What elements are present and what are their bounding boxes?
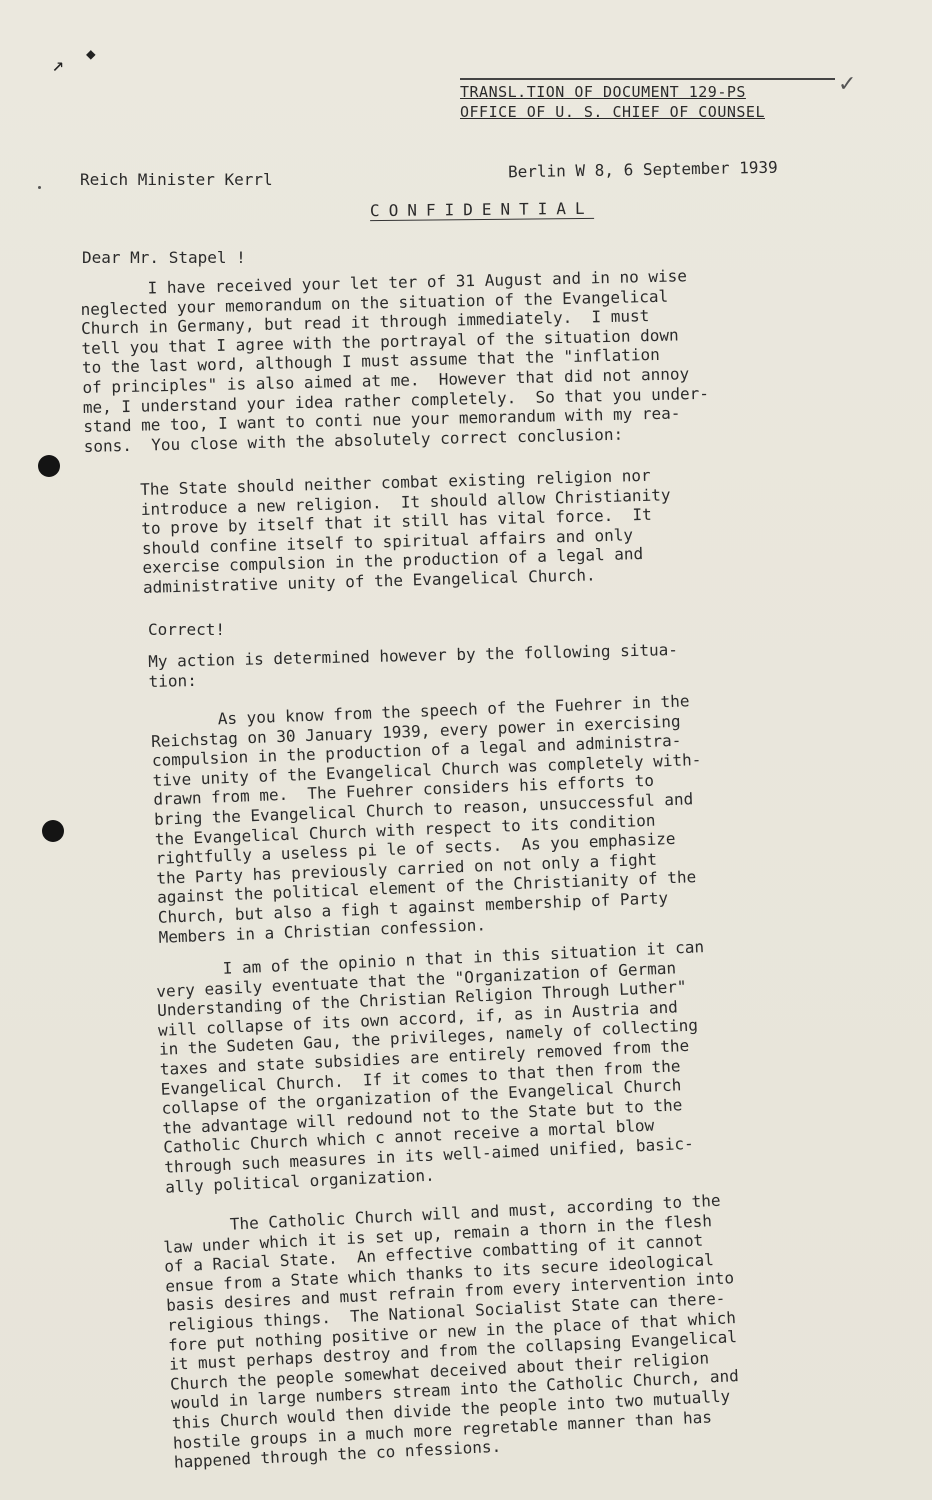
punch-hole-bottom — [42, 820, 64, 842]
check-mark-icon: ✓ — [838, 72, 857, 97]
pen-mark: ↗ — [52, 52, 65, 76]
paragraph-situation-intro: My action is determined however by the following situa- tion: — [148, 639, 679, 691]
stray-dot — [38, 186, 41, 189]
punch-hole-top — [38, 455, 60, 477]
paragraph-catholic-church: The Catholic Church will and must, according to the law under which it is set up, remain a thorn in the flesh of a Racial State. An effective combatting of it cannot ensue from a State which thanks to its secure ideological basis desires and must refrain from every intervention into religious things. The National Socialist State can there- fore put nothing positive or new in the place of that which it must perhaps destroy and from the collapsing Evangelical Church the people somewhat deceived about their religion would in large numbers stream into the Catholic Church, and this Church would then divide the people into two mutually hostile groups in a much more regretable manner than has happened through the co nfessions. — [162, 1190, 740, 1472]
salutation: Dear Mr. Stapel ! — [82, 248, 246, 267]
header-line-2: OFFICE OF U. S. CHIEF OF COUNSEL — [460, 103, 765, 121]
translation-header — [460, 78, 835, 122]
paragraph-fuehrer-speech: As you know from the speech of the Fuehrer in the Reichstag on 30 January 1939, every power in exercising compulsion in the production of a legal and administra- tive unity of the Evangelical Church was completely with- drawn from me. The Fuehrer considers his efforts to bring the Evangelical Church to reason, unsuccessful and the Evangelical Church with respect to its condition rightfully a useless pi le of sects. As you emphasize the Party has previously carried on not only a fight against the political element of the Christianity of the Church, but also a figh t against membership of Party Members in a Christian confession. — [150, 691, 702, 947]
paragraph-correct: Correct! — [148, 620, 226, 639]
ink-blot: ◆ — [86, 44, 96, 63]
quoted-conclusion: The State should neither combat existing religion nor introduce a new religion. It should allow Christianity to prove by itself that it still has vital force. It should confine itself to spiritual affairs and only exercise compulsion in the production of a legal and administrative unity of the Evangelical Church. — [140, 465, 671, 597]
sender: Reich Minister Kerrl — [80, 170, 273, 189]
header-line-1: TRANSL.TION OF DOCUMENT 129-PS — [460, 83, 746, 101]
classification-stamp: CONFIDENTIAL — [369, 198, 594, 221]
paragraph-1: I have received your let ter of 31 August and in no wise neglected your memorandum on the situation of the Evangelical Church in Germany, but read it through immediately. I must tell you that I agree with the portrayal of the situation down to the last word, although I must assume that the "inflation of principles" is also aimed at me. However that did not annoy me, I understand your idea rather completely. So that you under- stand me too, I want to conti nue your memorandum with my rea- sons. You close with the absolutely correct conclusion: — [80, 266, 710, 456]
date-line: Berlin W 8, 6 September 1939 — [507, 157, 778, 182]
paragraph-opinion: I am of the opinio n that in this situation it can very easily eventuate that the "Organization of German Understanding of the Christian Religion Through Luther" will collapse of its own accord, if, as in Austria and in the Sudeten Gau, the privileges, namely of collecting taxes and state subsidies are entirely removed from the Evangelical Church. If it comes to that then from the collapse of the organization of the Evangelical Church the advantage will redound not to the State but to the Catholic Church which c annot receive a mortal blow through such measures in its well-aimed unified, basic- ally political organization. — [155, 937, 705, 1197]
